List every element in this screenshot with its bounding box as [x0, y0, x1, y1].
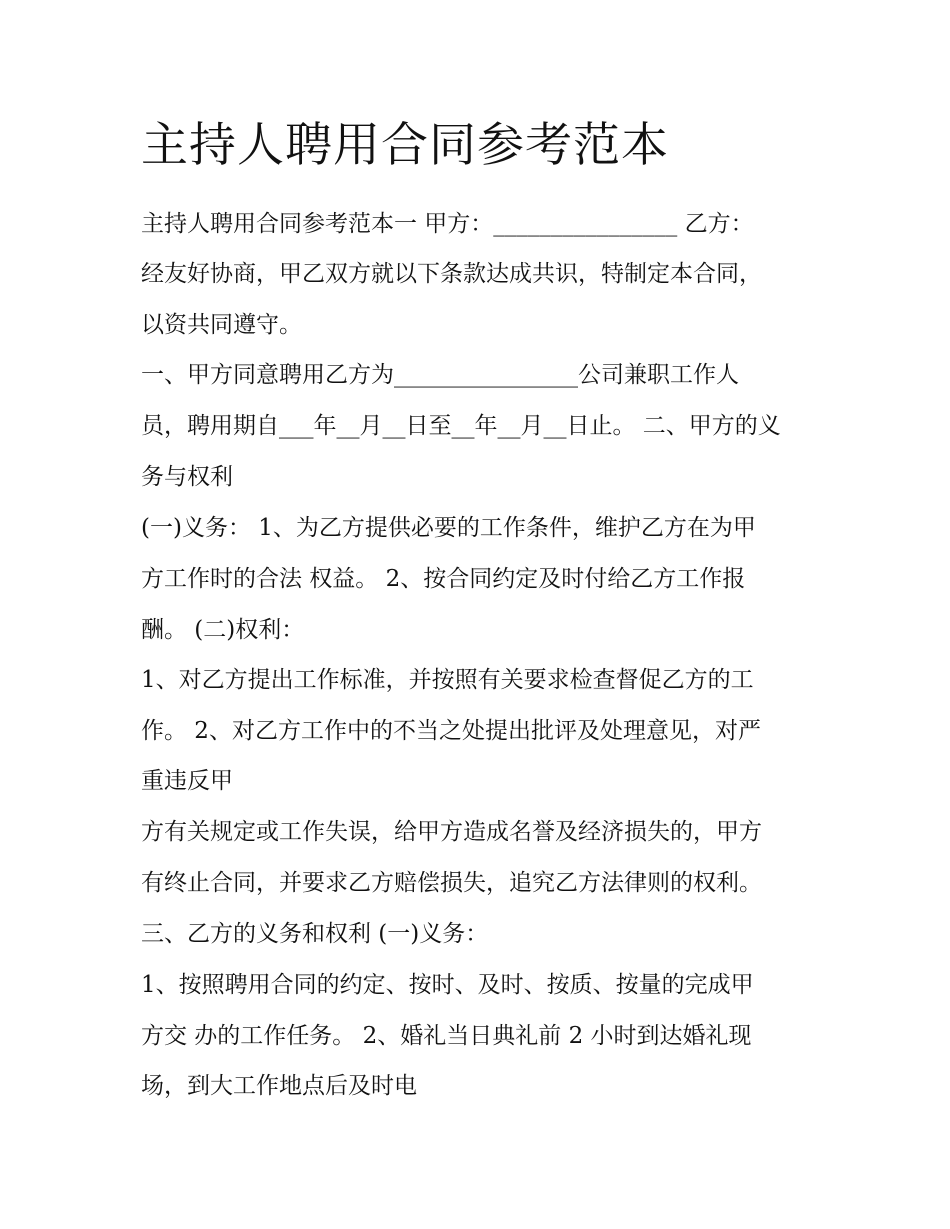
text-line: 员，聘用期自___年__月__日至__年__月__日止。 二、甲方的义: [141, 413, 781, 439]
text-line: 方工作时的合法 权益。 2、按合同约定及时付给乙方工作报: [141, 566, 746, 592]
text-line: 重违反甲: [141, 768, 233, 794]
text-line: 一、甲方同意聘用乙方为________________公司兼职工作人: [141, 362, 739, 388]
text-line: 主持人聘用合同参考范本一 甲方：________________ 乙方：: [141, 211, 754, 237]
text-line: 三、乙方的义务和权利 (一)义务：: [141, 921, 489, 947]
text-line: 1、对乙方提出工作标准，并按照有关要求检查督促乙方的工: [141, 667, 754, 693]
text-line: 1、按照聘用合同的约定、按时、及时、按质、按量的完成甲: [141, 972, 754, 998]
text-line: 酬。 (二)权利：: [141, 617, 305, 643]
text-line: 方有关规定或工作失误，给甲方造成名誉及经济损失的，甲方: [141, 819, 762, 845]
text-line: 以资共同遵守。: [141, 312, 302, 338]
text-line: (一)义务： 1、为乙方提供必要的工作条件，维护乙方在为甲: [141, 515, 756, 541]
document-title: 主持人聘用合同参考范本: [141, 118, 669, 173]
text-line: 场，到大工作地点后及时电: [141, 1073, 417, 1099]
text-line: 经友好协商，甲乙双方就以下条款达成共识，特制定本合同，: [141, 261, 762, 287]
text-line: 方交 办的工作任务。 2、婚礼当日典礼前 2 小时到达婚礼现: [141, 1023, 752, 1049]
text-line: 作。 2、对乙方工作中的不当之处提出批评及处理意见，对严: [141, 718, 761, 744]
text-line: 有终止合同，并要求乙方赔偿损失，追究乙方法律则的权利。: [141, 870, 762, 896]
text-line: 务与权利: [141, 464, 233, 490]
